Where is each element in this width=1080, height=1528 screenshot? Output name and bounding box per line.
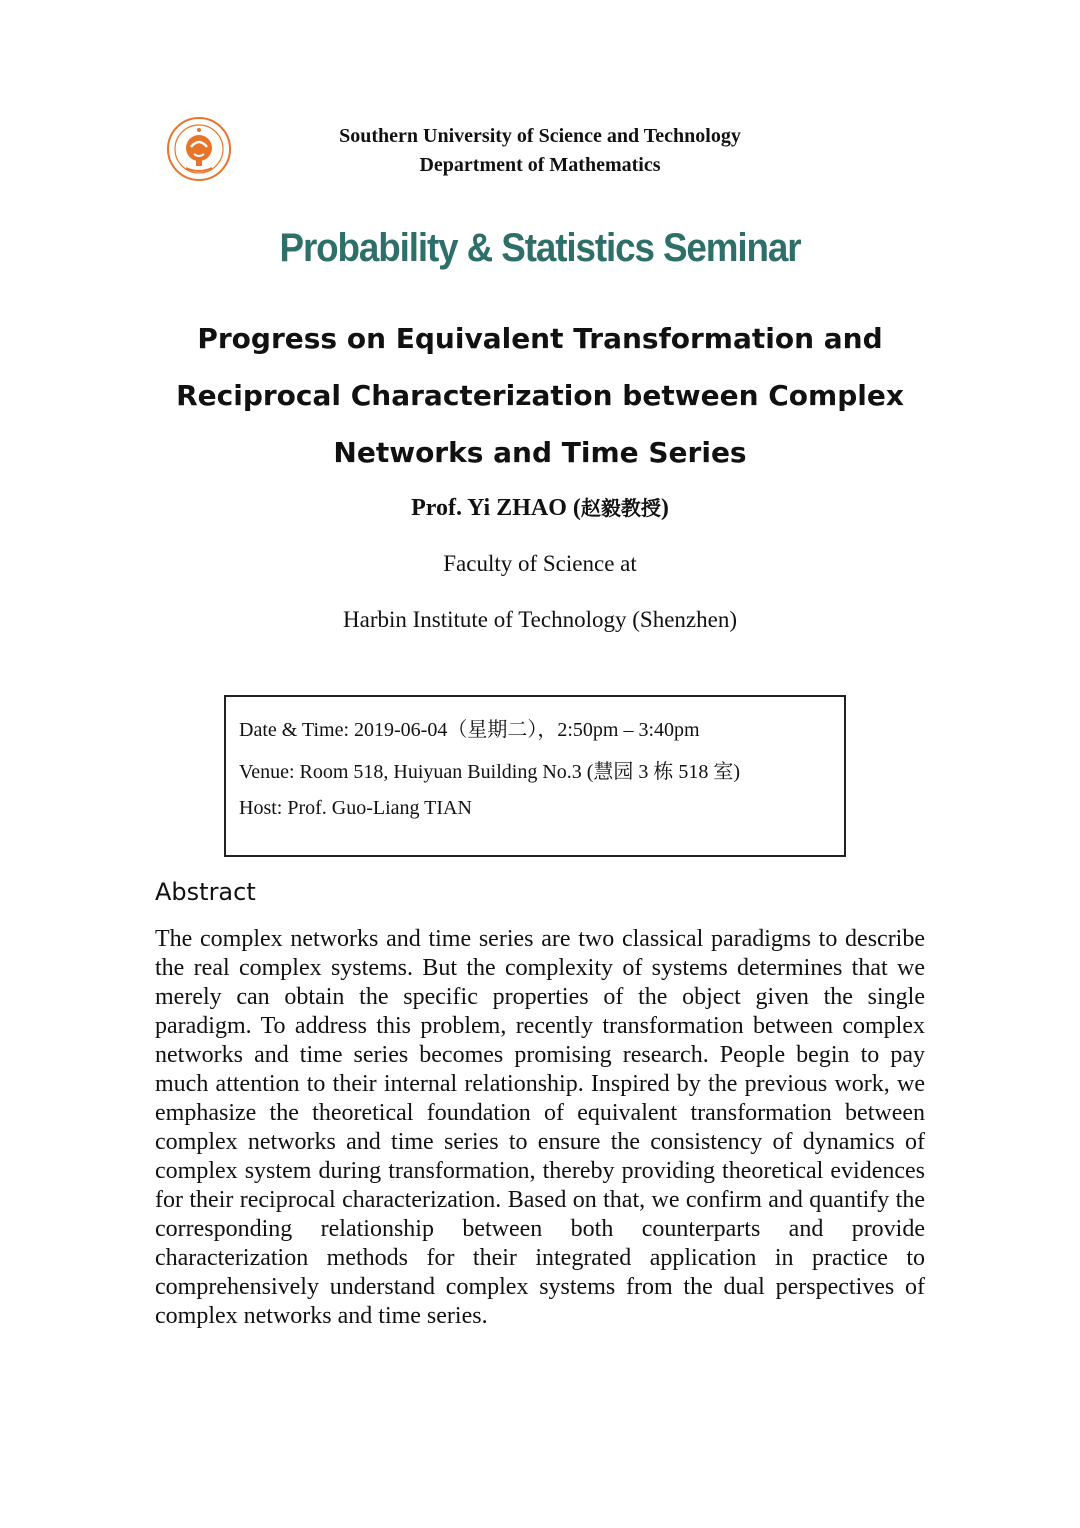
talk-title-line: Networks and Time Series: [333, 436, 747, 469]
speaker-name-en: Prof. Yi ZHAO (: [411, 495, 581, 521]
speaker-name-cn: 赵毅教授: [580, 498, 661, 520]
event-info-box: [224, 695, 846, 857]
speaker-affiliation-line1: Faculty of Science at: [443, 551, 637, 576]
speaker-name-close: ): [660, 495, 669, 521]
event-host: Host: Prof. Guo-Liang TIAN: [239, 797, 472, 819]
talk-title: [140, 310, 940, 481]
event-venue: Venue: Room 518, Huiyuan Building No.3 (慧园 3 栋 518 室): [239, 761, 741, 783]
speaker-name: [0, 492, 1080, 522]
speaker-affiliation-line2: Harbin Institute of Technology (Shenzhen): [343, 607, 737, 632]
event-datetime: Date & Time: 2019-06-04（星期二），2:50pm – 3:40pm: [239, 719, 700, 741]
university-name: Southern University of Science and Technology: [339, 125, 741, 147]
talk-title-line: Progress on Equivalent Transformation and: [197, 322, 883, 355]
abstract-body: The complex networks and time series are two classical paradigms to describe the real complex systems. But the complexity of systems determines that we merely can obtain the specific properties of the object given the single paradigm. To address this problem, recently transformation between complex networks and time series becomes promising research. People begin to pay much attention to their internal relationship. Inspired by the previous work, we emphasize the theoretical foundation of equivalent transformation between complex networks and time series to ensure the consistency of dynamics of complex system during transformation, thereby providing theoretical evidences for their reciprocal characterization. Based on that, we confirm and quantify the corresponding relationship between both counterparts and provide characterization methods for their integrated application in practice to comprehensively understand complex systems from the dual perspectives of complex networks and time series.: [155, 926, 925, 1329]
abstract-heading: Abstract: [155, 878, 256, 906]
talk-title-line: Reciprocal Characterization between Complex: [176, 379, 904, 412]
department-name: Department of Mathematics: [419, 154, 661, 176]
seminar-title: Probability & Statistics Seminar: [279, 226, 801, 270]
